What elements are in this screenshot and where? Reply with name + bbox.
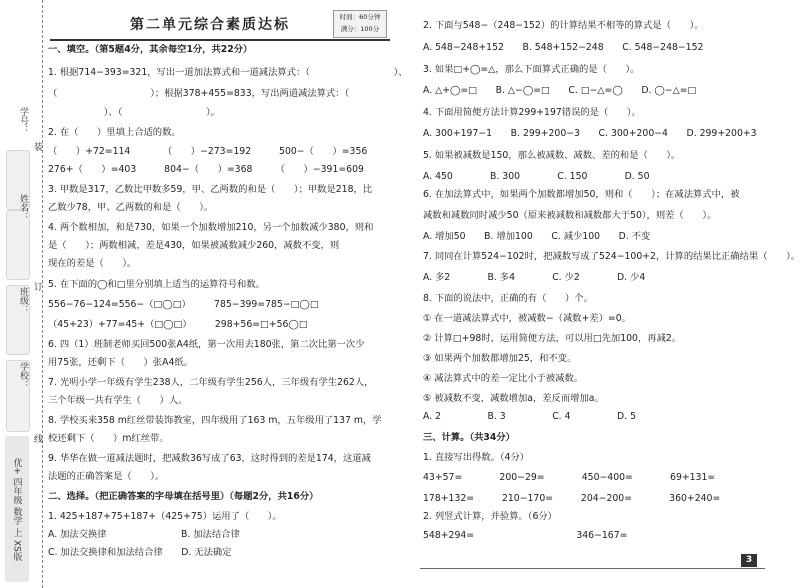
right-line: A. 548−248+152 B. 548+152−248 C. 548−248−152 xyxy=(423,42,704,53)
right-line: ① 在一道减法算式中，被减数−（减数+差）=0。 xyxy=(423,313,631,324)
right-line: 178+132= 210−170= 204−200= 360+240= xyxy=(423,493,721,504)
right-line: A. 450 B. 300 C. 150 D. 50 xyxy=(423,171,650,182)
page-footer-rule xyxy=(420,568,765,569)
title-rule xyxy=(50,39,390,41)
right-line: 1. 直接写出得数。（4分） xyxy=(423,452,530,463)
left-line: 二、选择。（把正确答案的字母填在括号里）（每题2分，共16分） xyxy=(48,491,319,502)
left-line: 用75张，还剩下（ ）张A4纸。 xyxy=(48,357,193,368)
left-line: 4. 两个数相加，和是730，如果一个加数增加210，另一个加数减少380，则和 xyxy=(48,222,374,233)
left-line: 2. 在（ ）里填上合适的数。 xyxy=(48,127,181,138)
left-line: 9. 华华在做一道减法题时，把减数36写成了63，这时得到的差是174，这道减 xyxy=(48,453,371,464)
brand-label: 优+ 四年级 数学 上 XS版 xyxy=(5,436,29,582)
right-line: 4. 下面用简便方法计算299+197错误的是（ ）。 xyxy=(423,107,641,118)
left-line: 三个年级一共有学生（ ）人。 xyxy=(48,395,188,406)
cut-mark-3: 线 xyxy=(34,435,44,445)
right-line: A. 300+197−1 B. 299+200−3 C. 300+200−4 D. 299+200+3 xyxy=(423,128,757,139)
left-line: 276+（ ）=403 804−（ ）=368 （ ）−391=609 xyxy=(48,164,364,175)
study-no-label: 学号： xyxy=(18,106,28,134)
left-line: 3. 甲数是317，乙数比甲数多59，甲、乙两数的和是（ ）；甲数是218，比 xyxy=(48,184,373,195)
right-line: 6. 在加法算式中，如果两个加数都增加50，则和（ ）；在减法算式中，被 xyxy=(423,189,740,200)
left-line: 1. 425+187+75+187+（425+75）运用了（ ）。 xyxy=(48,511,282,522)
score-label: 满分：100分 xyxy=(340,25,380,33)
class-label: 班级： xyxy=(18,286,28,314)
time-score-box xyxy=(333,10,387,38)
right-line: ② 计算□+98时，运用简便方法，可以用□先加100，再减2。 xyxy=(423,333,682,344)
left-line: 乙数少78，甲、乙两数的和是（ ）。 xyxy=(48,202,214,213)
page-title: 第二单元综合素质达标 xyxy=(130,17,290,33)
right-line: 2. 列竖式计算，并验算。（6分） xyxy=(423,511,557,522)
left-line: 1. 根据714−393=321，写出一道加法算式和一道减法算式：（ ）、 xyxy=(48,67,408,78)
name-label: 姓名： xyxy=(18,193,28,221)
left-line: 法题的正确答案是（ ）。 xyxy=(48,471,165,482)
right-line: 548+294= 346−167= xyxy=(423,530,628,541)
cut-line xyxy=(42,0,43,588)
left-line: （45+23）+77=45+（□◯□） 298+56=□+56◯□ xyxy=(48,319,308,330)
left-line: （ ）+72=114 （ ）−273=192 500−（ ）=356 xyxy=(48,146,368,157)
right-line: ④ 减法算式中的差一定比小于被减数。 xyxy=(423,373,584,384)
right-line: ⑤ 被减数不变，减数增加a，差反而增加a。 xyxy=(423,393,604,404)
right-line: 2. 下面与548−（248−152）的计算结果不相等的算式是（ ）。 xyxy=(423,20,704,31)
cut-mark-1: 装 xyxy=(34,143,44,153)
left-line: 8. 学校买来358 m红丝带装饰教室，四年级用了163 m，五年级用了137 m，学 xyxy=(48,415,382,426)
left-line: 5. 在下面的◯和□里分别填上适当的运算符号和数。 xyxy=(48,279,265,290)
right-line: A. 2 B. 3 C. 4 D. 5 xyxy=(423,411,636,422)
right-line: A. △+◯=□ B. △−◯=□ C. □−△=◯ D. ◯−△=□ xyxy=(423,85,697,96)
right-line: ③ 如果两个加数都增加25，和不变。 xyxy=(423,353,577,364)
cut-mark-2: 订 xyxy=(34,283,44,293)
left-line: 6. 四（1）班制老师买回500张A4纸，第一次用去180张，第二次比第一次少 xyxy=(48,339,365,350)
school-label: 学校： xyxy=(18,361,28,389)
binding-strip xyxy=(0,0,36,588)
left-line: 7. 光明小学一年级有学生238人，二年级有学生256人，三年级有学生262人， xyxy=(48,377,374,388)
left-line: 一、填空。（第5题4分，其余每空1分，共22分） xyxy=(48,44,253,55)
right-line: A. 多2 B. 多4 C. 少2 D. 少4 xyxy=(423,272,646,283)
right-line: 减数和减数同时减少50（原来被减数和减数都大于50），则差（ ）。 xyxy=(423,210,717,221)
right-line: 5. 如果被减数是150，那么被减数、减数、差的和是（ ）。 xyxy=(423,150,681,161)
left-line: 现在的差是（ ）。 xyxy=(48,258,137,269)
left-line: （ ）；根据378+455=833，写出两道减法算式：（ xyxy=(48,88,406,99)
left-line: A. 加法交换律 B. 加法结合律 xyxy=(48,529,240,540)
left-line: C. 加法交换律和加法结合律 D. 无法确定 xyxy=(48,547,232,558)
left-line: 校还剩下（ ）m红丝带。 xyxy=(48,433,169,444)
right-line: A. 增加50 B. 增加100 C. 减少100 D. 不变 xyxy=(423,231,651,242)
left-line: 556−76−124=556−（□◯□） 785−399=785−□◯□ xyxy=(48,299,319,310)
right-line: 8. 下面的说法中，正确的有（ ）个。 xyxy=(423,293,593,304)
right-line: 7. 同同在计算524−102时，把减数写成了524−100+2，计算的结果比正确结果（ ）。 xyxy=(423,251,800,262)
left-line: ）、（ ）。 xyxy=(48,107,220,118)
right-line: 3. 如果□+◯=△，那么下面算式正确的是（ ）。 xyxy=(423,64,640,75)
right-line: 43+57= 200−29= 450−400= 69+131= xyxy=(423,472,716,483)
left-line: 是（ ）；两数相减，差是430，如果被减数减少260，减数不变，则 xyxy=(48,240,340,251)
time-label: 时间：60分钟 xyxy=(339,13,381,21)
right-line: 三、计算。（共34分） xyxy=(423,432,515,443)
page-number: 3 xyxy=(741,554,757,567)
